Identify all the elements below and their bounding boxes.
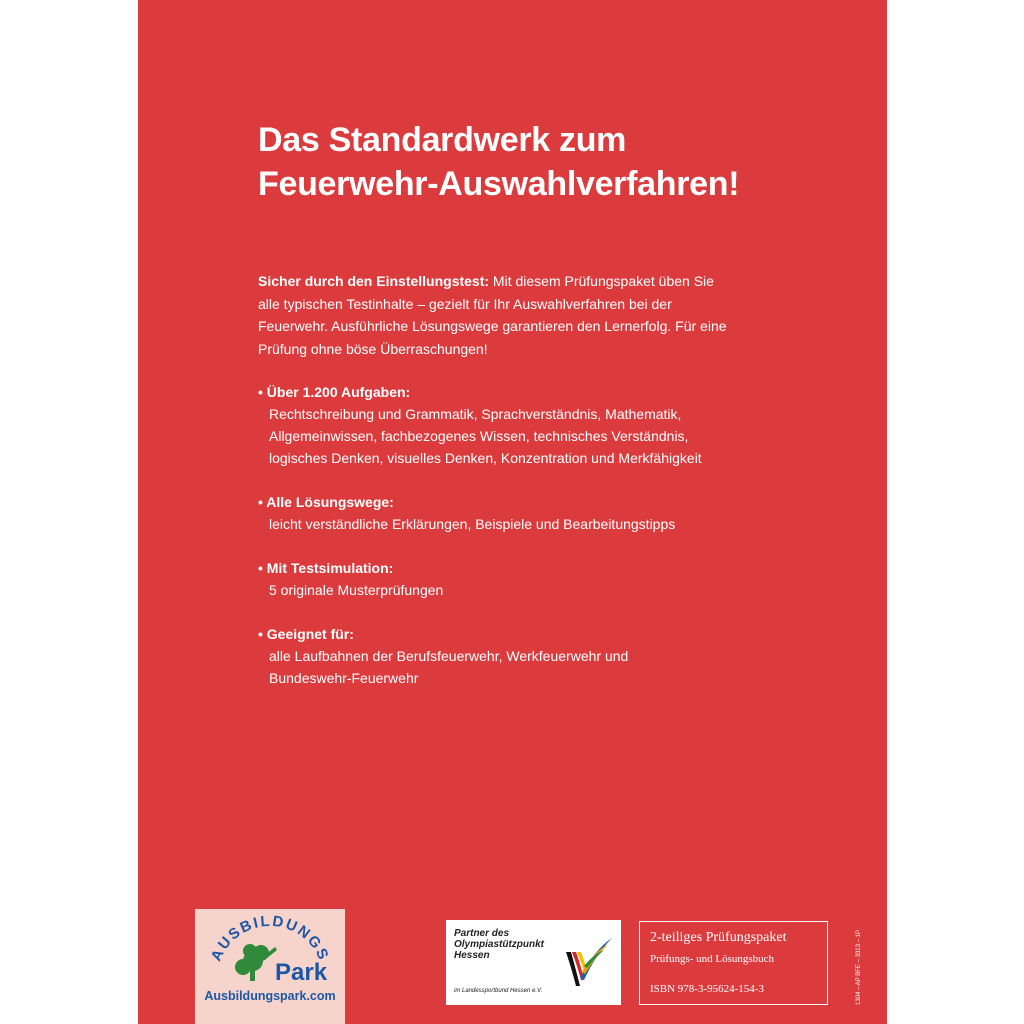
ausbildungspark-arc-text: AUSBILDUNGS	[207, 912, 333, 964]
feature-list	[258, 381, 738, 711]
osp-title	[454, 928, 564, 961]
intro-text: Mit diesem Prüfungspaket üben Sie alle typischen Testinhalte – gezielt für Ihr Auswahlverfahren bei der Feuerwehr. Ausführliche Lösungswege garantieren den Lernerfolg. Für eine Prüfung ohne böse Überraschungen!	[258, 273, 727, 357]
feature-text	[258, 645, 738, 689]
feature-text	[258, 579, 738, 601]
headline	[258, 118, 739, 206]
osp-line: Hessen	[454, 950, 490, 961]
ausbildungspark-emblem	[195, 909, 345, 989]
feature-heading: • Geeignet für:	[258, 626, 354, 642]
osp-line: Olympiastützpunkt	[454, 939, 545, 950]
feature-line: Rechtschreibung und Grammatik, Sprachverständnis, Mathematik,	[269, 406, 682, 422]
olympic-swoosh-icon	[562, 930, 614, 990]
feature-line: leicht verständliche Erklärungen, Beispiele und Bearbeitungstipps	[269, 516, 676, 532]
ausbildungspark-park-word: Park	[275, 959, 328, 986]
package-subtitle: Prüfungs- und Lösungsbuch	[650, 953, 775, 965]
headline-line-1: Das Standardwerk zum	[258, 121, 627, 159]
feature-heading: • Alle Lösungswege:	[258, 494, 394, 510]
feature-item-suitable	[258, 623, 738, 689]
feature-line: logisches Denken, visuelles Denken, Konzentration und Merkfähigkeit	[269, 450, 702, 466]
feature-line: Bundeswehr-Feuerwehr	[269, 670, 419, 686]
book-back-cover	[138, 0, 887, 1024]
osp-line: Partner des	[454, 928, 510, 939]
olympiastuetzpunkt-logo	[446, 920, 621, 1005]
package-title: 2-teiliges Prüfungspaket	[650, 930, 787, 945]
order-code: 1304 – AP BFE – 3313 – 1P	[856, 930, 862, 1005]
feature-item-simulation	[258, 557, 738, 601]
ausbildungspark-logo	[195, 909, 345, 1024]
isbn: ISBN 978-3-95624-154-3	[650, 983, 764, 995]
osp-footer: im Landessportbund Hessen e.V.	[454, 988, 543, 994]
intro-lead: Sicher durch den Einstellungstest:	[258, 273, 490, 289]
headline-line-2: Feuerwehr-Auswahlverfahren!	[258, 165, 740, 203]
feature-text	[258, 403, 738, 469]
feature-line: Allgemeinwissen, fachbezogenes Wissen, technisches Verständnis,	[269, 428, 689, 444]
svg-text:AUSBILDUNGS	[208, 913, 333, 964]
feature-item-tasks	[258, 381, 738, 469]
feature-heading: • Mit Testsimulation:	[258, 560, 394, 576]
feature-item-solutions	[258, 491, 738, 535]
feature-heading: • Über 1.200 Aufgaben:	[258, 384, 411, 400]
feature-line: 5 originale Musterprüfungen	[269, 582, 444, 598]
feature-text	[258, 513, 738, 535]
product-info-box	[639, 921, 828, 1005]
intro-paragraph	[258, 270, 738, 360]
ausbildungspark-url: Ausbildungspark.com	[204, 989, 336, 1003]
tree-icon	[235, 944, 277, 981]
feature-line: alle Laufbahnen der Berufsfeuerwehr, Werkfeuerwehr und	[269, 648, 629, 664]
